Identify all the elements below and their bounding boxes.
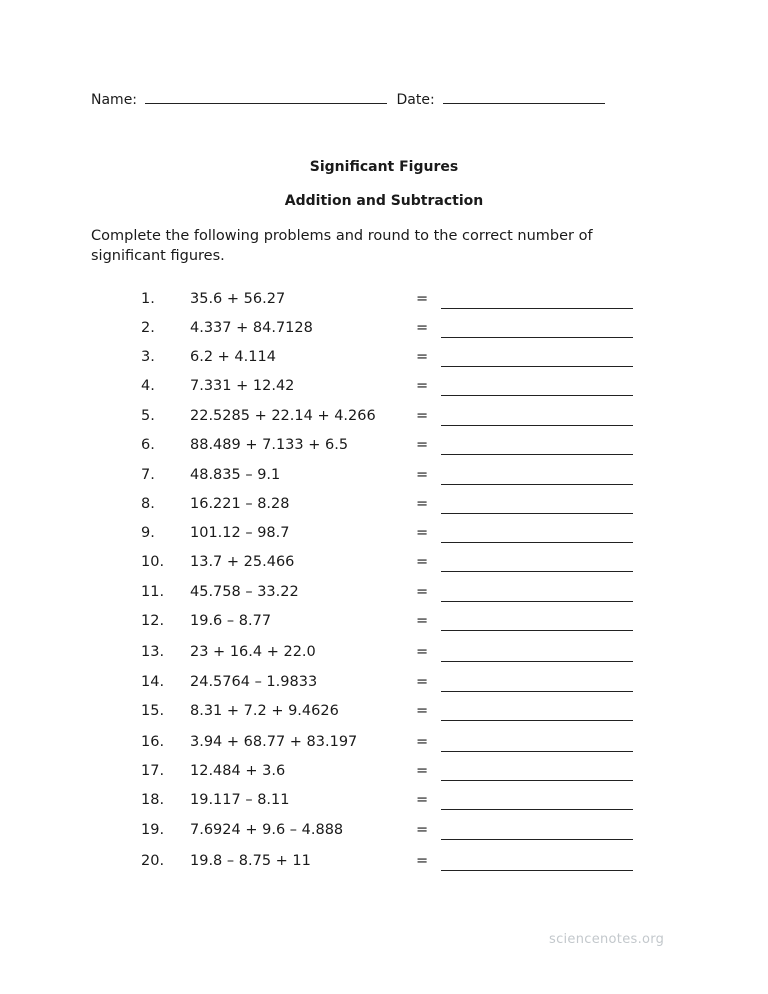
equals-sign: = [416,644,429,660]
problem-expression: 24.5764 – 1.9833 [190,674,318,690]
answer-blank[interactable] [441,870,633,871]
answer-blank[interactable] [441,513,633,514]
problem-expression: 6.2 + 4.114 [190,349,276,365]
problem-number: 20. [141,853,165,869]
answer-blank[interactable] [441,542,633,543]
problem-number: 14. [141,674,165,690]
answer-blank[interactable] [441,780,633,781]
answer-blank[interactable] [441,691,633,692]
answer-blank[interactable] [441,661,633,662]
problem-row [0,554,768,574]
problem-number: 17. [141,763,165,779]
answer-blank[interactable] [441,425,633,426]
problem-number: 19. [141,822,165,838]
problem-row [0,525,768,545]
problem-row [0,674,768,694]
problem-number: 10. [141,554,165,570]
problem-number: 8. [141,496,155,512]
instructions: Complete the following problems and round to the correct number of significant figures. [91,228,593,264]
problem-number: 16. [141,734,165,750]
problem-row [0,291,768,311]
problem-expression: 45.758 – 33.22 [190,584,299,600]
problem-expression: 35.6 + 56.27 [190,291,286,307]
name-label: Name: [91,92,138,108]
answer-blank[interactable] [441,601,633,602]
equals-sign: = [416,525,429,541]
problem-number: 1. [141,291,155,307]
problem-number: 4. [141,378,155,394]
problem-row [0,496,768,516]
watermark: sciencenotes.org [549,932,665,947]
problem-expression: 23 + 16.4 + 22.0 [190,644,316,660]
problem-row [0,408,768,428]
equals-sign: = [416,763,429,779]
answer-blank[interactable] [441,630,633,631]
problem-row [0,763,768,783]
problem-expression: 7.331 + 12.42 [190,378,295,394]
problem-row [0,853,768,873]
equals-sign: = [416,674,429,690]
answer-blank[interactable] [441,720,633,721]
problem-number: 15. [141,703,165,719]
problem-expression: 12.484 + 3.6 [190,763,286,779]
problem-number: 7. [141,467,155,483]
answer-blank[interactable] [441,454,633,455]
problem-expression: 88.489 + 7.133 + 6.5 [190,437,349,453]
problem-expression: 3.94 + 68.77 + 83.197 [190,734,358,750]
equals-sign: = [416,320,429,336]
answer-blank[interactable] [441,809,633,810]
date-blank[interactable] [443,90,605,104]
answer-blank[interactable] [441,484,633,485]
answer-blank[interactable] [441,395,633,396]
problem-number: 6. [141,437,155,453]
equals-sign: = [416,291,429,307]
equals-sign: = [416,853,429,869]
equals-sign: = [416,467,429,483]
equals-sign: = [416,437,429,453]
equals-sign: = [416,378,429,394]
problem-row [0,349,768,369]
problem-row [0,437,768,457]
problem-expression: 13.7 + 25.466 [190,554,295,570]
problem-expression: 16.221 – 8.28 [190,496,290,512]
date-label: Date: [396,92,435,108]
problem-number: 12. [141,613,165,629]
equals-sign: = [416,734,429,750]
problem-row [0,734,768,754]
header-line [91,90,610,108]
worksheet-subtitle: Addition and Subtraction [284,193,484,209]
answer-blank[interactable] [441,337,633,338]
worksheet-title: Significant Figures [309,159,459,175]
problem-row [0,613,768,633]
problem-row [0,822,768,842]
equals-sign: = [416,408,429,424]
problem-expression: 48.835 – 9.1 [190,467,281,483]
problem-number: 9. [141,525,155,541]
name-blank[interactable] [145,90,387,104]
problem-row [0,467,768,487]
problem-number: 18. [141,792,165,808]
problem-expression: 19.117 – 8.11 [190,792,290,808]
problem-row [0,703,768,723]
answer-blank[interactable] [441,571,633,572]
answer-blank[interactable] [441,751,633,752]
equals-sign: = [416,584,429,600]
problem-expression: 8.31 + 7.2 + 9.4626 [190,703,339,719]
problem-expression: 22.5285 + 22.14 + 4.266 [190,408,376,424]
problem-row [0,792,768,812]
equals-sign: = [416,613,429,629]
problem-row [0,378,768,398]
equals-sign: = [416,822,429,838]
problem-expression: 7.6924 + 9.6 – 4.888 [190,822,344,838]
answer-blank[interactable] [441,308,633,309]
answer-blank[interactable] [441,366,633,367]
problem-number: 5. [141,408,155,424]
problem-number: 11. [141,584,165,600]
problem-row [0,584,768,604]
problem-number: 2. [141,320,155,336]
problem-row [0,320,768,340]
equals-sign: = [416,703,429,719]
equals-sign: = [416,496,429,512]
problem-expression: 19.8 – 8.75 + 11 [190,853,311,869]
problem-expression: 19.6 – 8.77 [190,613,272,629]
equals-sign: = [416,792,429,808]
problem-expression: 101.12 – 98.7 [190,525,290,541]
equals-sign: = [416,554,429,570]
problem-number: 13. [141,644,165,660]
problem-row [0,644,768,664]
problem-number: 3. [141,349,155,365]
answer-blank[interactable] [441,839,633,840]
equals-sign: = [416,349,429,365]
problem-expression: 4.337 + 84.7128 [190,320,313,336]
